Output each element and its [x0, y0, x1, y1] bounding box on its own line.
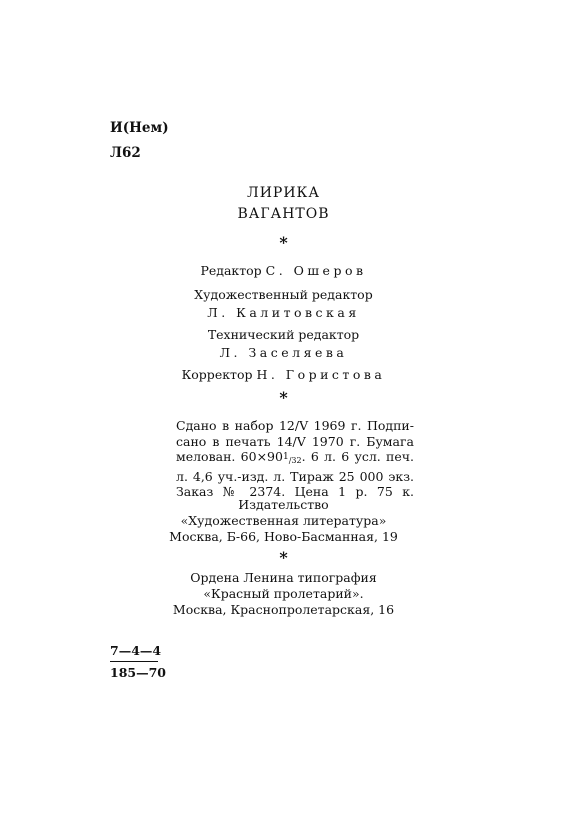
print-details-line: Сдано в набор 12/V 1969 г. Подпи-	[176, 418, 414, 433]
editor-credit	[0, 263, 567, 278]
editor-role: Редактор	[200, 263, 262, 278]
book-title-line-2: ВАГАНТОВ	[237, 206, 330, 222]
paper-format: мелован. 60×90	[176, 449, 283, 464]
sheet-count: . 6 л. 6 усл. печ.	[301, 449, 414, 464]
print-details	[176, 418, 414, 500]
paper-format-fraction-denominator: /32	[288, 456, 302, 465]
publisher-label: Издательство	[238, 497, 329, 512]
author-mark: Л62	[110, 145, 141, 161]
index-divider	[110, 661, 158, 662]
printer-address: Москва, Краснопролетарская, 16	[172, 602, 395, 617]
index-code-bottom: 185—70	[110, 665, 166, 680]
publisher-name: «Художественная литература»	[180, 513, 387, 528]
print-details-line: сано в печать 14/V 1970 г. Бумага	[176, 433, 414, 449]
proofreader-name: Н. Гористова	[256, 367, 386, 382]
classification-code: И(Нем)	[110, 120, 169, 136]
printer-name-quoted: «Красный пролетарий».	[203, 586, 364, 601]
separator-star: *	[279, 548, 288, 567]
print-details-line: Заказ № 2374. Цена 1 р. 75 к.	[176, 484, 414, 499]
art-editor-role: Художественный редактор	[194, 287, 373, 302]
separator-star: *	[279, 388, 288, 407]
print-details-line: л. 4,6 уч.-изд. л. Тираж 25 000 экз.	[176, 468, 414, 484]
art-editor-name: Л. Калитовская	[207, 305, 360, 320]
book-title-line-1: ЛИРИКА	[247, 185, 320, 201]
proofreader-credit	[0, 367, 567, 382]
tech-editor-role: Технический редактор	[207, 327, 360, 342]
separator-star: *	[279, 233, 288, 252]
publisher-address: Москва, Б-66, Ново-Басманная, 19	[169, 529, 398, 544]
printer-name: Ордена Ленина типография	[190, 570, 377, 585]
index-code-top: 7—4—4	[110, 643, 162, 658]
tech-editor-name: Л. Заселяева	[219, 345, 348, 360]
print-details-line	[176, 449, 414, 469]
paper-format-fraction-numerator: 1	[282, 452, 289, 462]
proofreader-role: Корректор	[181, 367, 253, 382]
editor-name: С. Ошеров	[265, 263, 367, 278]
